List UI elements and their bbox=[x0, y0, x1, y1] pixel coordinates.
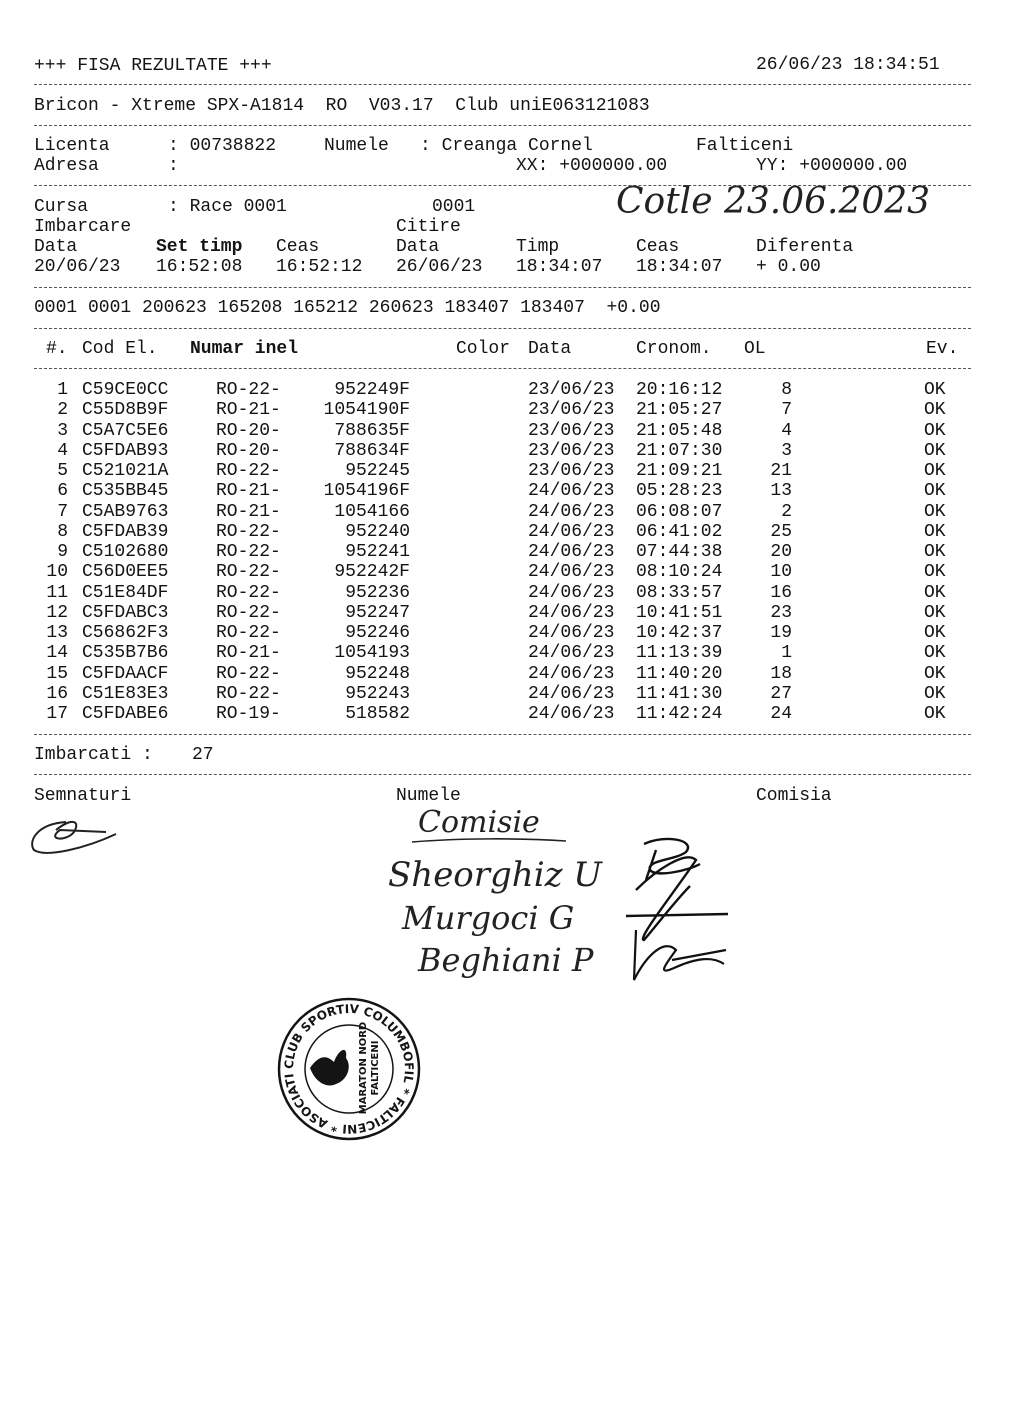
col-header-cod-el: Cod El. bbox=[82, 339, 158, 359]
semnaturi-label: Semnaturi bbox=[34, 786, 132, 806]
col-header-index: #. bbox=[46, 339, 68, 359]
row-cronom: 10:41:51 bbox=[636, 602, 723, 623]
comisie-underline bbox=[410, 836, 570, 846]
signature-left bbox=[26, 810, 126, 860]
race-col-timp: Timp bbox=[516, 237, 560, 257]
divider bbox=[34, 774, 971, 775]
row-ev: OK bbox=[924, 380, 946, 400]
row-ring-prefix: RO-22- bbox=[216, 602, 281, 623]
table-row bbox=[0, 542, 1024, 562]
row-ol: 18 bbox=[770, 663, 792, 684]
row-ol: 7 bbox=[781, 400, 792, 421]
col-header-color: Color bbox=[456, 339, 511, 359]
table-row bbox=[0, 684, 1024, 704]
stamp-center-line-2: FALTICENI bbox=[370, 1040, 381, 1096]
row-date: 24/06/23 bbox=[528, 521, 615, 542]
row-ring-number: 952240 bbox=[345, 521, 410, 542]
handwritten-race-note: Cotle 23.06.2023 bbox=[616, 181, 931, 222]
row-ring-number: 518582 bbox=[345, 704, 410, 724]
row-cod-el: C521021A bbox=[82, 461, 169, 481]
row-ring-prefix: RO-20- bbox=[216, 440, 281, 461]
table-row bbox=[0, 400, 1024, 420]
row-ring-number: 1054166 bbox=[334, 501, 410, 522]
race-col-data: Data bbox=[34, 237, 78, 257]
row-index: 7 bbox=[57, 501, 68, 522]
row-index: 15 bbox=[46, 663, 68, 684]
row-date: 23/06/23 bbox=[528, 380, 615, 400]
row-ring-number: 788634F bbox=[334, 440, 410, 461]
row-date: 23/06/23 bbox=[528, 420, 615, 441]
row-ring-number: 952247 bbox=[345, 602, 410, 623]
row-cod-el: C5FDABC3 bbox=[82, 602, 169, 623]
club-stamp bbox=[271, 985, 422, 1142]
adresa-value: : bbox=[168, 156, 179, 176]
row-ev: OK bbox=[924, 602, 946, 623]
row-cod-el: C51E84DF bbox=[82, 582, 169, 603]
table-row bbox=[0, 380, 1024, 400]
dove-icon bbox=[310, 1050, 349, 1086]
row-date: 24/06/23 bbox=[528, 542, 615, 562]
row-date: 24/06/23 bbox=[528, 501, 615, 522]
row-ol: 3 bbox=[781, 440, 792, 461]
numele-label: Numele bbox=[324, 136, 389, 156]
row-ring-number: 952248 bbox=[345, 663, 410, 684]
row-index: 10 bbox=[46, 562, 68, 583]
row-ol: 16 bbox=[770, 582, 792, 603]
row-ring-number: 1054196F bbox=[323, 481, 410, 502]
row-ol: 25 bbox=[770, 521, 792, 542]
row-index: 5 bbox=[57, 461, 68, 481]
report-title: +++ FISA REZULTATE +++ bbox=[34, 56, 272, 76]
race-col-data-citire: Data bbox=[396, 237, 440, 257]
row-cronom: 06:41:02 bbox=[636, 521, 723, 542]
row-cronom: 21:07:30 bbox=[636, 440, 723, 461]
row-cod-el: C5FDAB93 bbox=[82, 440, 169, 461]
race-value-ceas-citire: 18:34:07 bbox=[636, 257, 723, 277]
table-row bbox=[0, 461, 1024, 481]
row-cod-el: C5FDAB39 bbox=[82, 521, 169, 542]
row-ring-prefix: RO-22- bbox=[216, 461, 281, 481]
row-index: 17 bbox=[46, 704, 68, 724]
row-cod-el: C5102680 bbox=[82, 542, 169, 562]
row-index: 4 bbox=[57, 440, 68, 461]
row-ring-number: 1054193 bbox=[334, 643, 410, 664]
row-ol: 2 bbox=[781, 501, 792, 522]
row-cod-el: C5FDAACF bbox=[82, 663, 169, 684]
row-ol: 20 bbox=[770, 542, 792, 562]
row-index: 14 bbox=[46, 643, 68, 664]
row-ring-prefix: RO-22- bbox=[216, 521, 281, 542]
row-cronom: 21:09:21 bbox=[636, 461, 723, 481]
row-ev: OK bbox=[924, 521, 946, 542]
row-ev: OK bbox=[924, 542, 946, 562]
row-cronom: 10:42:37 bbox=[636, 623, 723, 643]
race-col-set-timp: Set timp bbox=[156, 237, 243, 257]
row-ring-number: 788635F bbox=[334, 420, 410, 441]
imbarcati-value: 27 bbox=[192, 745, 214, 765]
row-index: 6 bbox=[57, 481, 68, 502]
row-ol: 1 bbox=[781, 643, 792, 664]
row-ev: OK bbox=[924, 683, 946, 704]
row-ring-prefix: RO-22- bbox=[216, 380, 281, 400]
row-cod-el: C59CE0CC bbox=[82, 380, 169, 400]
row-ev: OK bbox=[924, 663, 946, 684]
row-ol: 23 bbox=[770, 602, 792, 623]
row-date: 24/06/23 bbox=[528, 683, 615, 704]
handwritten-comisie: Comisie bbox=[418, 805, 540, 840]
row-ring-prefix: RO-19- bbox=[216, 704, 281, 724]
race-value-ceas: 16:52:12 bbox=[276, 257, 363, 277]
row-date: 24/06/23 bbox=[528, 623, 615, 643]
race-value-set-timp: 16:52:08 bbox=[156, 257, 243, 277]
col-header-data: Data bbox=[528, 339, 572, 359]
divider bbox=[34, 125, 971, 126]
row-ring-number: 952246 bbox=[345, 623, 410, 643]
row-ring-prefix: RO-21- bbox=[216, 400, 281, 421]
row-ev: OK bbox=[924, 562, 946, 583]
handwritten-name-2: Murgoci G bbox=[402, 899, 575, 937]
imbarcare-label: Imbarcare bbox=[34, 217, 132, 237]
stamp-ring-text: CLUB SPORTIV COLUMBOFIL * FALTICENI * ASOCIATIA bbox=[271, 985, 417, 1137]
race-value-diferenta: + 0.00 bbox=[756, 257, 821, 277]
divider bbox=[34, 287, 971, 288]
numele-footer-label: Numele bbox=[396, 786, 461, 806]
race-value-timp: 18:34:07 bbox=[516, 257, 603, 277]
row-ring-number: 952243 bbox=[345, 683, 410, 704]
col-header-numar-inel: Numar inel bbox=[190, 339, 299, 359]
row-cod-el: C5AB9763 bbox=[82, 501, 169, 522]
row-ev: OK bbox=[924, 623, 946, 643]
row-ev: OK bbox=[924, 461, 946, 481]
row-cronom: 07:44:38 bbox=[636, 542, 723, 562]
row-ring-prefix: RO-20- bbox=[216, 420, 281, 441]
row-date: 23/06/23 bbox=[528, 461, 615, 481]
row-index: 2 bbox=[57, 400, 68, 421]
row-ring-prefix: RO-21- bbox=[216, 643, 281, 664]
divider bbox=[34, 84, 971, 85]
row-ring-number: 952236 bbox=[345, 582, 410, 603]
row-ev: OK bbox=[924, 440, 946, 461]
row-index: 8 bbox=[57, 521, 68, 542]
row-date: 23/06/23 bbox=[528, 400, 615, 421]
row-ol: 8 bbox=[781, 380, 792, 400]
row-cronom: 08:33:57 bbox=[636, 582, 723, 603]
row-ring-prefix: RO-22- bbox=[216, 663, 281, 684]
row-index: 11 bbox=[46, 582, 68, 603]
row-ring-prefix: RO-21- bbox=[216, 501, 281, 522]
row-ring-prefix: RO-22- bbox=[216, 582, 281, 603]
row-index: 13 bbox=[46, 623, 68, 643]
imbarcati-label: Imbarcati : bbox=[34, 745, 153, 765]
row-ring-number: 952249F bbox=[334, 380, 410, 400]
row-date: 23/06/23 bbox=[528, 440, 615, 461]
row-date: 24/06/23 bbox=[528, 704, 615, 724]
row-ol: 24 bbox=[770, 704, 792, 724]
row-date: 24/06/23 bbox=[528, 643, 615, 664]
commission-signatures bbox=[616, 830, 746, 990]
adresa-label: Adresa bbox=[34, 156, 99, 176]
row-index: 16 bbox=[46, 683, 68, 704]
row-ev: OK bbox=[924, 481, 946, 502]
row-ev: OK bbox=[924, 582, 946, 603]
device-line: Bricon - Xtreme SPX-A1814 RO V03.17 Club uniE063121083 bbox=[34, 96, 650, 116]
col-header-cronom: Cronom. bbox=[636, 339, 712, 359]
row-date: 24/06/23 bbox=[528, 663, 615, 684]
row-index: 9 bbox=[57, 542, 68, 562]
handwritten-name-1: Sheorghiz U bbox=[388, 855, 602, 895]
row-ol: 19 bbox=[770, 623, 792, 643]
row-cronom: 11:42:24 bbox=[636, 704, 723, 724]
race-code: 0001 bbox=[432, 197, 476, 217]
cursa-value: : Race 0001 bbox=[168, 197, 287, 217]
table-row bbox=[0, 603, 1024, 623]
race-col-ceas-citire: Ceas bbox=[636, 237, 680, 257]
row-cronom: 08:10:24 bbox=[636, 562, 723, 583]
row-date: 24/06/23 bbox=[528, 562, 615, 583]
row-ol: 13 bbox=[770, 481, 792, 502]
row-cod-el: C535BB45 bbox=[82, 481, 169, 502]
race-col-diferenta: Diferenta bbox=[756, 237, 854, 257]
row-ring-prefix: RO-22- bbox=[216, 683, 281, 704]
table-row bbox=[0, 664, 1024, 684]
row-ring-prefix: RO-22- bbox=[216, 542, 281, 562]
divider bbox=[34, 328, 971, 329]
table-row bbox=[0, 623, 1024, 643]
table-row bbox=[0, 562, 1024, 582]
row-ring-prefix: RO-22- bbox=[216, 623, 281, 643]
row-date: 24/06/23 bbox=[528, 481, 615, 502]
licenta-value: : 00738822 bbox=[168, 136, 277, 156]
row-cod-el: C5FDABE6 bbox=[82, 704, 169, 724]
report-timestamp: 26/06/23 18:34:51 bbox=[756, 55, 940, 75]
row-ol: 4 bbox=[781, 420, 792, 441]
table-row bbox=[0, 583, 1024, 603]
row-index: 12 bbox=[46, 602, 68, 623]
row-ring-number: 952241 bbox=[345, 542, 410, 562]
row-cronom: 11:13:39 bbox=[636, 643, 723, 664]
row-index: 1 bbox=[57, 380, 68, 400]
race-summary-line: 0001 0001 200623 165208 165212 260623 183407 183407 +0.00 bbox=[34, 298, 661, 318]
row-ev: OK bbox=[924, 420, 946, 441]
row-cronom: 06:08:07 bbox=[636, 501, 723, 522]
row-date: 24/06/23 bbox=[528, 582, 615, 603]
table-row bbox=[0, 522, 1024, 542]
numele-value: : Creanga Cornel bbox=[420, 136, 593, 156]
row-ring-prefix: RO-22- bbox=[216, 562, 281, 583]
row-ring-number: 1054190F bbox=[323, 400, 410, 421]
table-row bbox=[0, 421, 1024, 441]
row-cod-el: C56862F3 bbox=[82, 623, 169, 643]
table-row bbox=[0, 704, 1024, 724]
divider bbox=[34, 368, 971, 369]
race-col-ceas: Ceas bbox=[276, 237, 320, 257]
col-header-ev: Ev. bbox=[926, 339, 959, 359]
table-row bbox=[0, 502, 1024, 522]
xx-coordinate: XX: +000000.00 bbox=[516, 156, 668, 176]
yy-coordinate: YY: +000000.00 bbox=[756, 156, 908, 176]
table-row bbox=[0, 481, 1024, 501]
row-ring-number: 952242F bbox=[334, 562, 410, 583]
row-index: 3 bbox=[57, 420, 68, 441]
row-ring-number: 952245 bbox=[345, 461, 410, 481]
row-cod-el: C535B7B6 bbox=[82, 643, 169, 664]
handwritten-name-3: Beghiani P bbox=[418, 941, 594, 979]
row-cronom: 21:05:48 bbox=[636, 420, 723, 441]
row-cod-el: C51E83E3 bbox=[82, 683, 169, 704]
race-value-data-citire: 26/06/23 bbox=[396, 257, 483, 277]
comisia-label: Comisia bbox=[756, 786, 832, 806]
row-ev: OK bbox=[924, 643, 946, 664]
table-row bbox=[0, 441, 1024, 461]
row-cronom: 11:41:30 bbox=[636, 683, 723, 704]
row-cronom: 05:28:23 bbox=[636, 481, 723, 502]
cursa-label: Cursa bbox=[34, 197, 89, 217]
row-cronom: 11:40:20 bbox=[636, 663, 723, 684]
stamp-center-line-1: MARATON NORD bbox=[358, 1021, 369, 1115]
col-header-ol: OL bbox=[744, 339, 766, 359]
row-ring-prefix: RO-21- bbox=[216, 481, 281, 502]
licenta-label: Licenta bbox=[34, 136, 110, 156]
row-ev: OK bbox=[924, 400, 946, 421]
row-date: 24/06/23 bbox=[528, 602, 615, 623]
owner-city: Falticeni bbox=[696, 136, 794, 156]
row-cod-el: C55D8B9F bbox=[82, 400, 169, 421]
row-ev: OK bbox=[924, 501, 946, 522]
row-cod-el: C5A7C5E6 bbox=[82, 420, 169, 441]
table-row bbox=[0, 643, 1024, 663]
row-ol: 27 bbox=[770, 683, 792, 704]
row-ol: 21 bbox=[770, 461, 792, 481]
citire-label: Citire bbox=[396, 217, 461, 237]
divider bbox=[34, 734, 971, 735]
row-ol: 10 bbox=[770, 562, 792, 583]
row-cod-el: C56D0EE5 bbox=[82, 562, 169, 583]
row-ev: OK bbox=[924, 704, 946, 724]
row-cronom: 21:05:27 bbox=[636, 400, 723, 421]
row-cronom: 20:16:12 bbox=[636, 380, 723, 400]
race-value-data: 20/06/23 bbox=[34, 257, 121, 277]
